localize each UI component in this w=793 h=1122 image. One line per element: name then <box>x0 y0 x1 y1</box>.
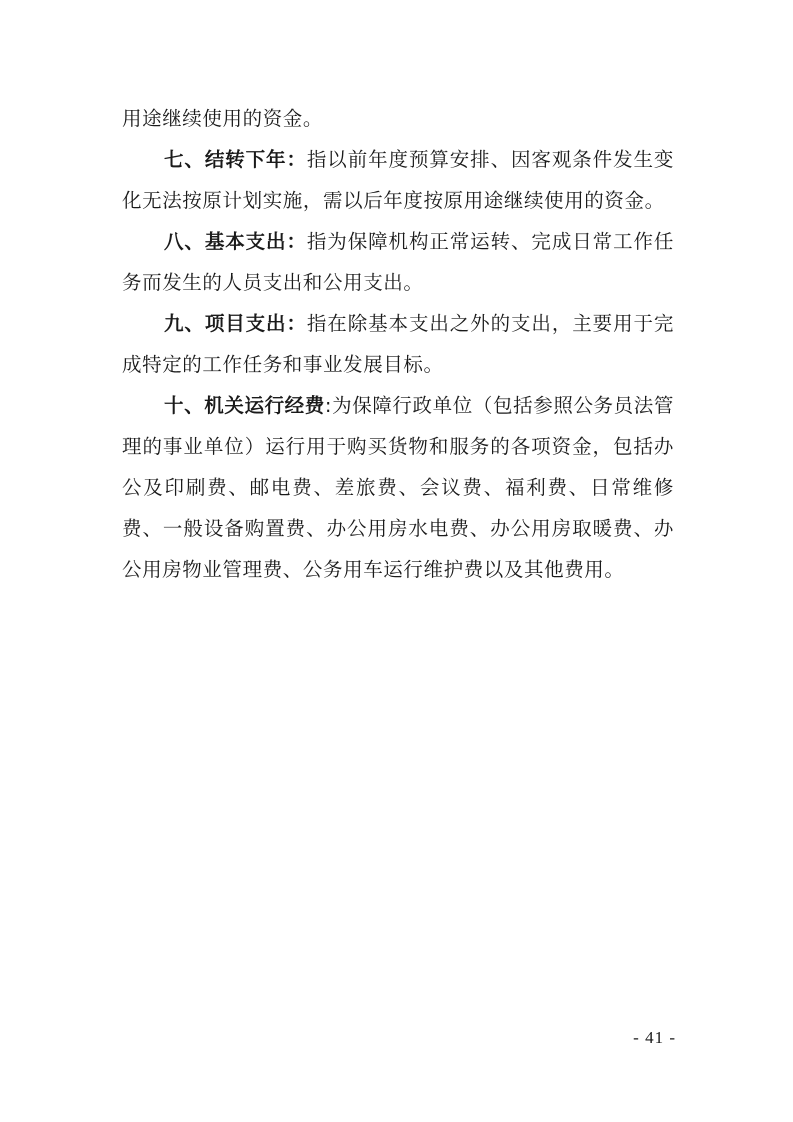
paragraph-text: 指在除基本支出之外的支出，主要用于完成特定的工作任务和事业发展目标。 <box>122 312 674 376</box>
term-heading: 九、项目支出： <box>164 312 307 335</box>
page-number: - 41 - <box>633 1028 676 1047</box>
paragraph-text: :为保障行政单位（包括参照公务员法管理的事业单位）运行用于购买货物和服务的各项资金，包括办公及印刷费、邮电费、差旅费、会议费、福利费、日常维修费、一般设备购置费、办公用房水电费、办公用房取暖费、办公用房物业管理费、公务用车运行维护费以及其他费用。 <box>122 394 674 581</box>
term-heading: 七、结转下年： <box>164 148 307 171</box>
paragraph-operating-funds <box>122 385 674 590</box>
paragraph-continuation <box>122 98 674 139</box>
paragraph-text: 用途继续使用的资金。 <box>122 107 324 130</box>
paragraph-text: 指以前年度预算安排、因客观条件发生变化无法按原计划实施，需以后年度按原用途继续使用的资金。 <box>122 148 674 212</box>
term-heading: 十、机关运行经费 <box>164 394 325 417</box>
paragraph-carryover-next-year <box>122 139 674 221</box>
paragraph-text: 指为保障机构正常运转、完成日常工作任务而发生的人员支出和公用支出。 <box>122 230 674 294</box>
paragraph-project-expenditure <box>122 303 674 385</box>
term-heading: 八、基本支出： <box>164 230 307 253</box>
document-body <box>122 98 674 590</box>
paragraph-basic-expenditure <box>122 221 674 303</box>
